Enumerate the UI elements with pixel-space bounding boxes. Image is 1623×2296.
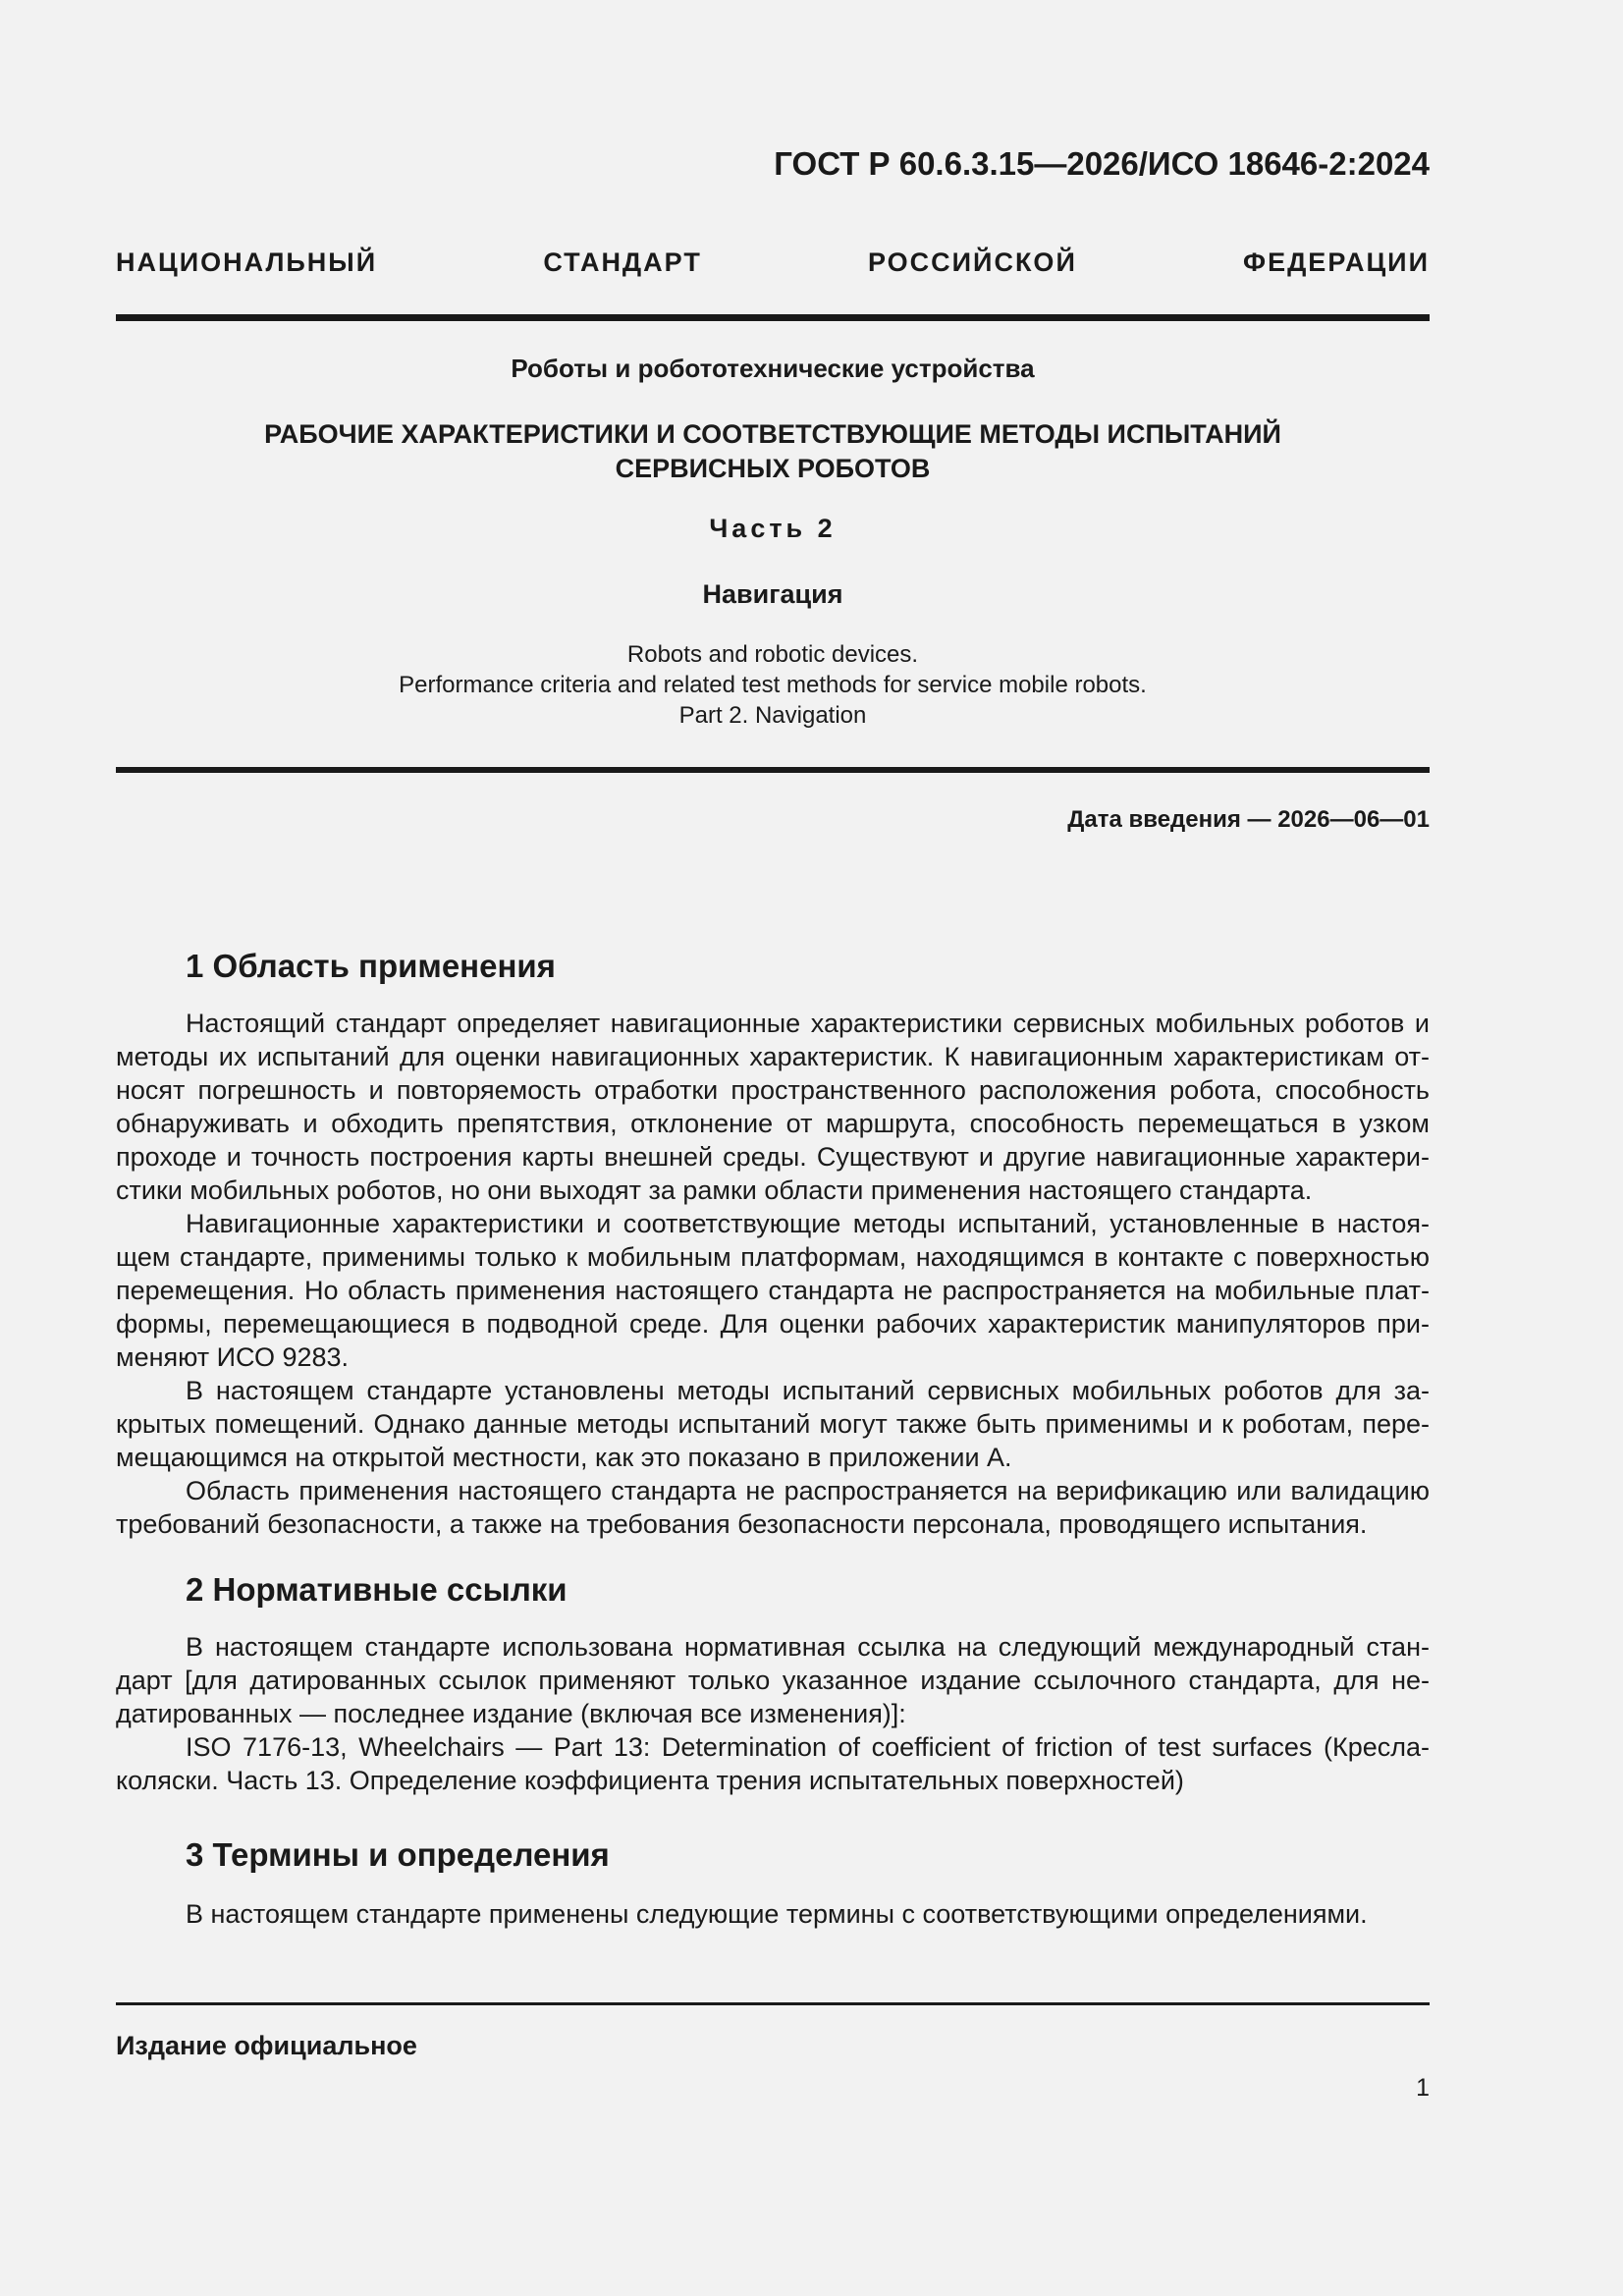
title-bottom-divider — [116, 767, 1430, 773]
section-body-normative-references — [116, 1630, 1430, 1797]
part-label: Часть 2 — [709, 514, 837, 543]
section-heading-normative-references: 2 Нормативные ссылки — [186, 1571, 568, 1608]
english-title-line1: Robots and robotic devices. — [626, 641, 919, 668]
part-name: Навигация — [702, 579, 843, 609]
paragraph: Настоящий стандарт определяет навигационные характеристики сервисных мобильных роботов и методы их испытаний для оценки навигационных характеристик. К навигационным характеристикам относят погрешность и повторяемость отработки пространственного расположения робота, способность обнаруживать и обходить препятствия, отклонение от маршрута, способность перемещаться в узком проходе и точность построения карты внешней среды. Существуют и другие навигационные характеристики мобильных роботов, но они выходят за рамки области применения настоящего стандарта. — [116, 1009, 1430, 1205]
introduction-date: Дата введения — 2026—06—01 — [1067, 806, 1430, 833]
paragraph: ISO 7176-13, Wheelchairs — Part 13: Determination of coefficient of friction of test surfaces (Креслаколяски. Часть 13. Определение коэффициента трения испытательных поверхностей) — [116, 1732, 1430, 1795]
standard-title — [116, 417, 1430, 486]
standard-subject: Роботы и робототехнические устройства — [511, 354, 1035, 383]
paragraph: Область применения настоящего стандарта не распространяется на верификацию или валидацию требований безопасности, а также на требования безопасности персонала, проводящего испытания. — [116, 1476, 1430, 1539]
section-heading-scope: 1 Область применения — [186, 948, 556, 984]
national-standard-header: НАЦИОНАЛЬНЫЙ СТАНДАРТ РОССИЙСКОЙ ФЕДЕРАЦИИ — [116, 247, 1430, 277]
page-number: 1 — [1416, 2074, 1430, 2102]
standard-title-line1: РАБОЧИЕ ХАРАКТЕРИСТИКИ И СООТВЕТСТВУЮЩИЕ МЕТОДЫ ИСПЫТАНИЙ — [264, 419, 1281, 449]
paragraph: Навигационные характеристики и соответствующие методы испытаний, установленные в настоящем стандарте, применимы только к мобильным платформам, находящимся в контакте с поверхностью перемещения. Но область применения настоящего стандарта не распространяется на мобильные платформы, перемещающиеся в подводной среде. Для оценки рабочих характеристик манипуляторов применяют ИСО 9283. — [116, 1209, 1430, 1372]
english-title — [116, 639, 1430, 731]
paragraph: В настоящем стандарте использована нормативная ссылка на следующий международный стандарт [для датированных ссылок применяют только указанное издание ссылочного стандарта, для недатированных — последнее издание (включая все изменения)]: — [116, 1632, 1430, 1728]
section-body-terms — [116, 1897, 1430, 1931]
paragraph: В настоящем стандарте применены следующие термины с соответствующими определениями. — [186, 1899, 1368, 1929]
paragraph: В настоящем стандарте установлены методы испытаний сервисных мобильных роботов для закрытых помещений. Однако данные методы испытаний могут также быть применимы и к роботам, перемещающимся на открытой местности, как это показано в приложении А. — [116, 1376, 1430, 1472]
section-body-scope — [116, 1007, 1430, 1541]
section-heading-terms: 3 Термины и определения — [186, 1836, 610, 1873]
standard-title-line2: СЕРВИСНЫХ РОБОТОВ — [615, 454, 931, 483]
document-number: ГОСТ Р 60.6.3.15—2026/ИСО 18646-2:2024 — [774, 145, 1430, 182]
english-title-line2: Performance criteria and related test methods for service mobile robots. — [399, 672, 1147, 698]
official-edition-label: Издание официальное — [116, 2031, 417, 2060]
footer-divider — [116, 2002, 1430, 2005]
top-divider — [116, 314, 1430, 321]
english-title-line3: Part 2. Navigation — [678, 702, 867, 729]
